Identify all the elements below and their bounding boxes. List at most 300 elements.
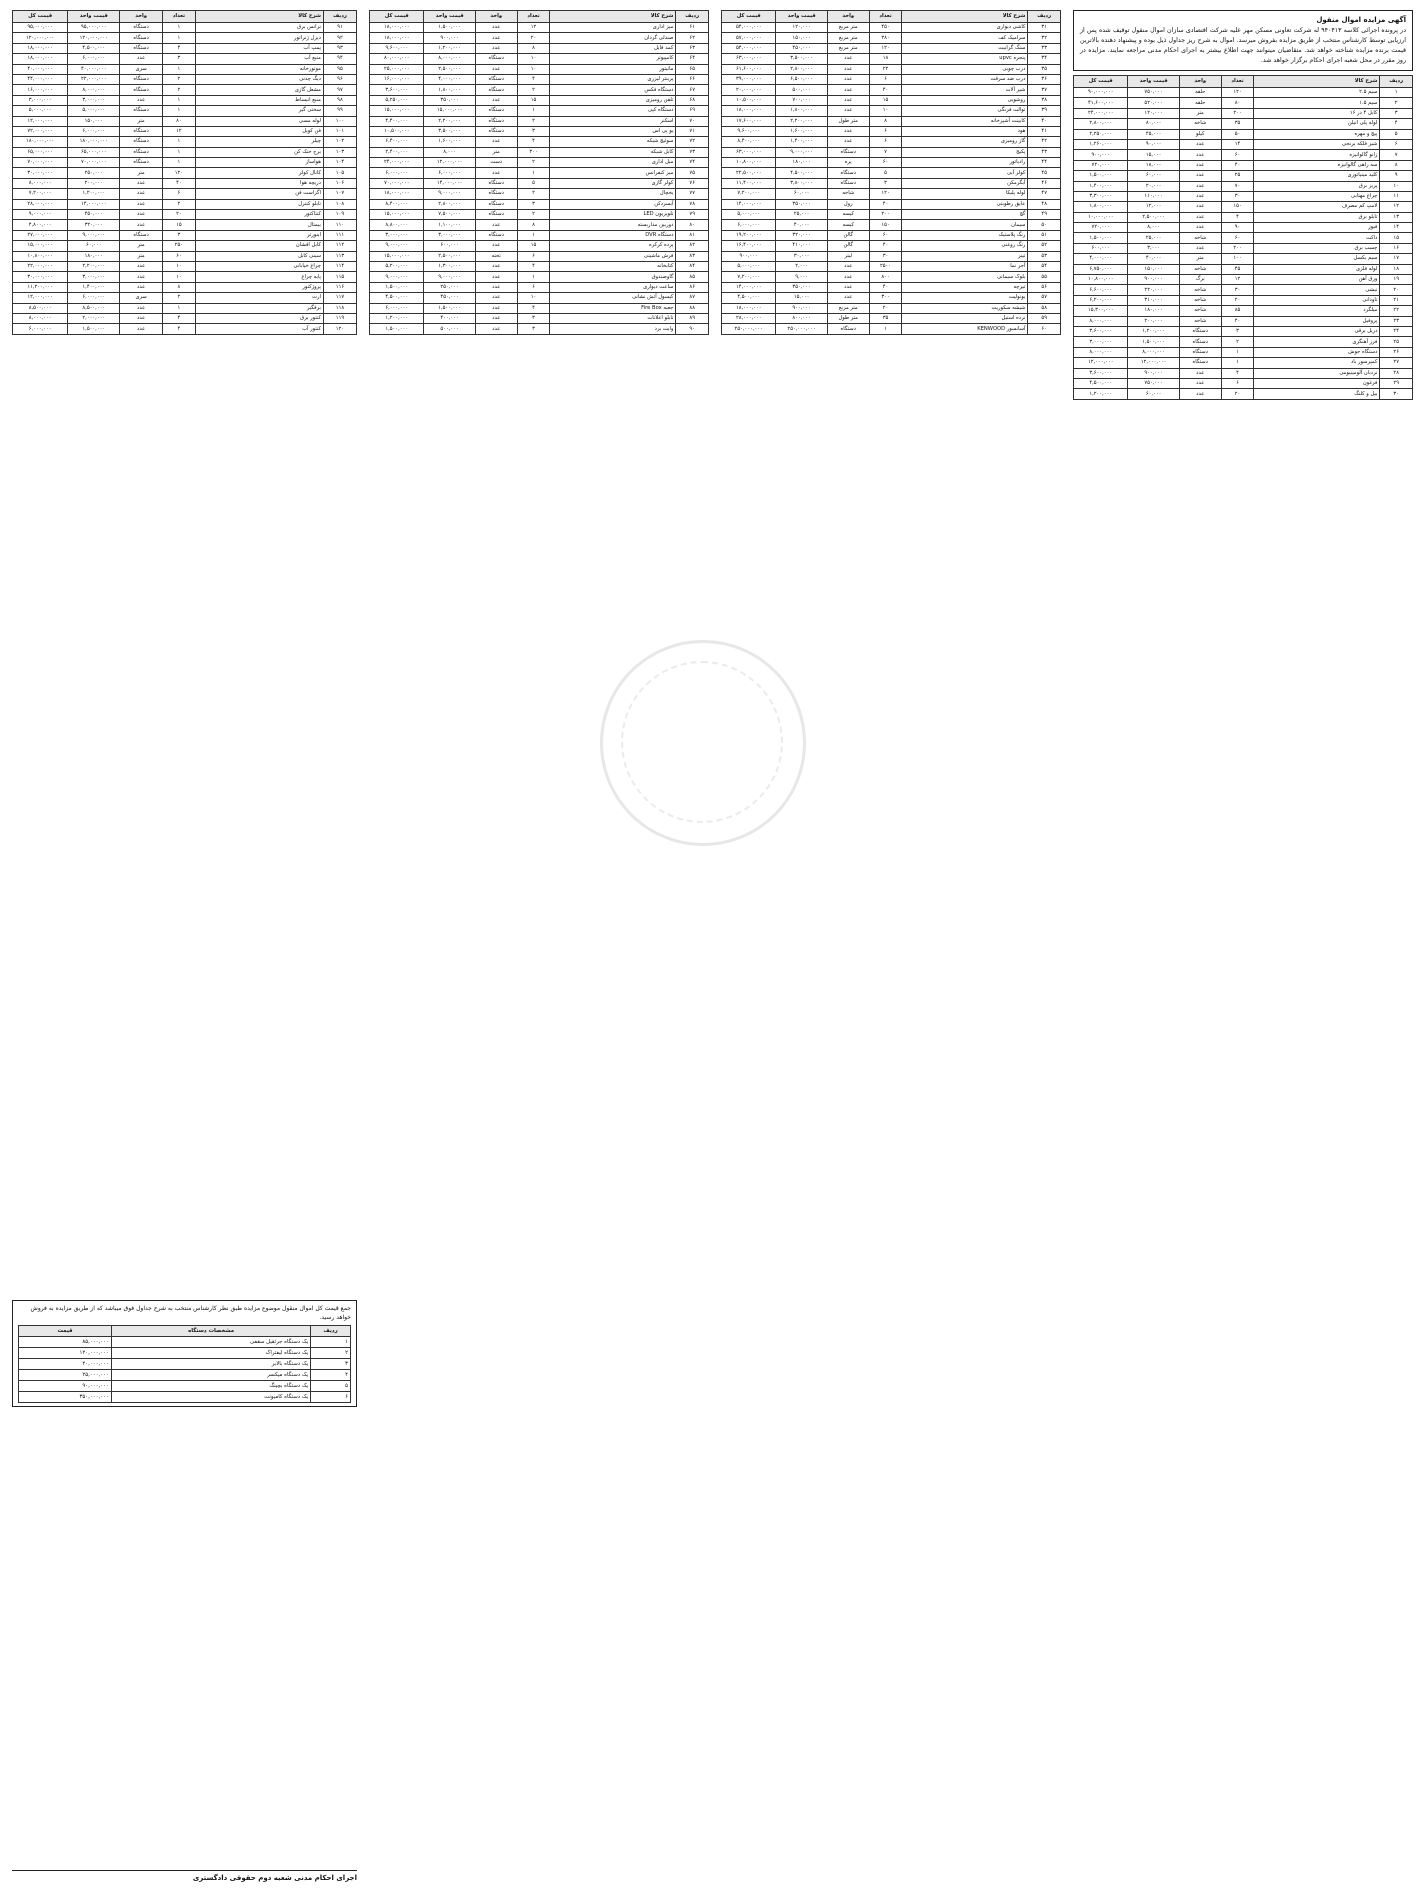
item-unit-price: ۹۰,۰۰۰ [1128, 139, 1179, 149]
item-quantity: ۴۰ [1221, 316, 1254, 326]
item-unit-price: ۱۲,۰۰۰,۰۰۰ [1128, 358, 1179, 368]
item-quantity: ۱۰ [869, 106, 902, 116]
item-quantity: ۴ [162, 43, 195, 53]
item-unit: دستگاه [120, 85, 163, 95]
item-unit-price: ۳۵۰,۰۰۰ [776, 282, 827, 292]
item-total-price: ۱۸,۰۰۰,۰۰۰ [370, 23, 424, 33]
item-description: ورق آهن [1254, 275, 1380, 285]
table-row [1074, 347, 1413, 357]
item-total-price: ۴,۵۰۰,۰۰۰ [722, 293, 776, 303]
item-description: فرغون [1254, 378, 1380, 388]
equipment-header-desc: مشخصات دستگاه [111, 1326, 310, 1337]
header-row: ردیف [1380, 76, 1413, 88]
header-total: قیمت کل [13, 11, 68, 23]
row-number: ۶۱ [676, 23, 709, 33]
row-number: ۷۶ [676, 178, 709, 188]
item-description: کابینت آشپزخانه [902, 116, 1028, 126]
item-unit-price: ۲,۲۰۰,۰۰۰ [424, 116, 475, 126]
item-quantity: ۳۰ [1221, 191, 1254, 201]
row-number: ۱۰۶ [323, 178, 356, 188]
table-row [370, 43, 709, 53]
row-number: ۳ [1380, 108, 1413, 118]
item-unit-price: ۸,۰۰۰,۰۰۰ [1128, 347, 1179, 357]
row-number: ۶۵ [676, 64, 709, 74]
table-row [722, 64, 1061, 74]
item-unit: دستگاه [827, 178, 869, 188]
item-description: کولر آبی [902, 168, 1028, 178]
row-number: ۳۰ [1380, 389, 1413, 399]
item-quantity: ۱۰ [162, 272, 195, 282]
header-row: ردیف [1028, 11, 1061, 23]
row-number: ۵۲ [1028, 241, 1061, 251]
table-row [1074, 337, 1413, 347]
item-total-price: ۹۰,۰۰۰,۰۰۰ [1074, 88, 1128, 98]
item-unit: عدد [120, 178, 163, 188]
item-unit: پره [827, 158, 869, 168]
item-description: منبع انبساط [195, 95, 323, 105]
table-row [1074, 368, 1413, 378]
item-unit-price: ۱,۸۰۰,۰۰۰ [424, 85, 475, 95]
item-unit: عدد [1179, 389, 1221, 399]
table-row [722, 33, 1061, 43]
table-row [1074, 243, 1413, 253]
item-quantity: ۳۰۰ [869, 293, 902, 303]
item-unit: عدد [120, 282, 163, 292]
row-number: ۵۵ [1028, 272, 1061, 282]
item-quantity: ۱ [517, 230, 550, 240]
item-total-price: ۶۳,۰۰۰,۰۰۰ [722, 147, 776, 157]
item-unit: متر طول [827, 116, 869, 126]
item-unit-price: ۲۰۰,۰۰۰ [68, 178, 120, 188]
item-quantity: ۱۵۰ [869, 220, 902, 230]
item-quantity: ۶۰ [869, 230, 902, 240]
table-row [13, 210, 357, 220]
official-stamp-watermark [600, 640, 806, 846]
item-unit-price: ۲,۵۰۰,۰۰۰ [424, 64, 475, 74]
item-unit: متر [120, 168, 163, 178]
item-description: دستگاه کپی [550, 106, 676, 116]
table-row [722, 272, 1061, 282]
item-quantity: ۶ [1221, 378, 1254, 388]
item-unit: دستگاه [120, 230, 163, 240]
item-unit: عدد [475, 313, 517, 323]
item-quantity: ۲۰۰ [1221, 243, 1254, 253]
item-quantity: ۴۵۰ [869, 23, 902, 33]
intro-body: در پرونده اجرائی کلاسه ۹۴۰۴۱۳ له شرکت تعاونی مسکن مهر علیه شرکت اقتصادی سازان اموال منقول توقیف شده پس از ارزیابی توسط کارشناس منتخب از طریق مزایده بفروش میرسد. اموال به شرح ریز جداول ذیل بوده و پیشنهاد دهنده بالاترین قیمت برنده مزایده شناخته خواهد شد. متقاضیان میتوانند جهت اطلاع بیشتر به اجرای احکام مدنی مراجعه نمایند. مزایده در روز مقرر در محل شعبه اجرای احکام برگزار خواهد شد. [1080, 27, 1406, 64]
item-unit: شاخه [1179, 306, 1221, 316]
row-number: ۱۰۰ [323, 116, 356, 126]
item-quantity: ۱۵۰ [1221, 202, 1254, 212]
item-description: صندلی گردان [550, 33, 676, 43]
item-total-price: ۱,۲۶۰,۰۰۰ [1074, 139, 1128, 149]
item-description: لامپ کم مصرف [1254, 202, 1380, 212]
table-row [13, 293, 357, 303]
row-number: ۹۶ [323, 74, 356, 84]
table-row [13, 95, 357, 105]
header-qty: تعداد [162, 11, 195, 23]
item-description: آجر نما [902, 261, 1028, 271]
header-unit: واحد [120, 11, 163, 23]
item-quantity: ۴۰ [869, 241, 902, 251]
header-price: قیمت واحد [1128, 76, 1179, 88]
item-description: یو پی اس [550, 126, 676, 136]
item-quantity: ۳ [517, 313, 550, 323]
item-description: ساعت دیواری [550, 282, 676, 292]
row-number: ۱۰ [1380, 181, 1413, 191]
item-unit: عدد [120, 54, 163, 64]
item-unit-price: ۴۰,۰۰۰ [1128, 254, 1179, 264]
row-number: ۶۲ [676, 33, 709, 43]
item-description: عایق رطوبتی [902, 199, 1028, 209]
item-total-price: ۷۲۰,۰۰۰ [1074, 223, 1128, 233]
item-total-price: ۱۸,۰۰۰,۰۰۰ [370, 189, 424, 199]
item-unit: دستگاه [120, 74, 163, 84]
table-row [722, 324, 1061, 334]
item-quantity: ۹۰ [1221, 223, 1254, 233]
item-unit: عدد [475, 23, 517, 33]
item-quantity: ۱۵ [869, 95, 902, 105]
item-quantity: ۱ [162, 23, 195, 33]
item-description: تینر [902, 251, 1028, 261]
row-number: ۱۰۴ [323, 158, 356, 168]
item-unit: متر [120, 251, 163, 261]
row-number: ۸۰ [676, 220, 709, 230]
item-unit: دستگاه [827, 324, 869, 334]
item-description: برج خنک کن [195, 147, 323, 157]
row-number: ۵۸ [1028, 303, 1061, 313]
row-number: ۱ [1380, 88, 1413, 98]
row-number: ۱۱۲ [323, 241, 356, 251]
item-description: آبسردکن [550, 199, 676, 209]
item-total-price: ۱,۵۰۰,۰۰۰ [1074, 171, 1128, 181]
row-number: ۹۲ [323, 33, 356, 43]
item-quantity: ۱۰ [517, 293, 550, 303]
item-total-price: ۳,۶۰۰,۰۰۰ [1074, 326, 1128, 336]
item-unit: عدد [475, 303, 517, 313]
item-description: بیل و کلنگ [1254, 389, 1380, 399]
item-total-price: ۴,۵۰۰,۰۰۰ [370, 293, 424, 303]
table-row [722, 199, 1061, 209]
item-quantity: ۲۰ [517, 33, 550, 43]
item-unit: دستگاه [120, 43, 163, 53]
item-unit: دستگاه [120, 33, 163, 43]
table-row [13, 54, 357, 64]
item-total-price: ۶,۶۰۰,۰۰۰ [1074, 285, 1128, 295]
table-row [1074, 108, 1413, 118]
item-description: چیلر [195, 137, 323, 147]
item-description: تلفن رومیزی [550, 95, 676, 105]
item-unit-price: ۳,۰۰۰,۰۰۰ [68, 95, 120, 105]
item-total-price: ۱۰,۰۰۰,۰۰۰ [1074, 212, 1128, 222]
item-quantity: ۷ [869, 147, 902, 157]
header-price: قیمت واحد [68, 11, 120, 23]
item-total-price: ۵,۲۰۰,۰۰۰ [370, 261, 424, 271]
equipment-row [19, 1337, 351, 1348]
item-unit: عدد [827, 85, 869, 95]
item-description: روشویی [902, 95, 1028, 105]
item-unit-price: ۱۲۰,۰۰۰,۰۰۰ [68, 33, 120, 43]
item-total-price: ۶۵,۰۰۰,۰۰۰ [13, 147, 68, 157]
item-description: یونولیت [902, 293, 1028, 303]
table-row [1074, 171, 1413, 181]
item-unit: عدد [475, 241, 517, 251]
table-row [13, 126, 357, 136]
row-number: ۱۰۹ [323, 210, 356, 220]
item-total-price: ۸,۴۰۰,۰۰۰ [722, 137, 776, 147]
item-quantity: ۳ [517, 126, 550, 136]
row-number: ۸۱ [676, 230, 709, 240]
item-quantity: ۸ [162, 282, 195, 292]
item-description: پرینتر لیزری [550, 74, 676, 84]
item-unit-price: ۷۰۰,۰۰۰ [776, 95, 827, 105]
table-row [1074, 139, 1413, 149]
item-total-price: ۱۸,۰۰۰,۰۰۰ [722, 106, 776, 116]
item-description: شیشه سکوریت [902, 303, 1028, 313]
equipment-price: ۲۵,۰۰۰,۰۰۰ [19, 1370, 112, 1381]
equipment-row [19, 1359, 351, 1370]
table-row [13, 137, 357, 147]
item-description: پریز برق [1254, 181, 1380, 191]
item-quantity: ۱ [162, 106, 195, 116]
item-total-price: ۹,۶۰۰,۰۰۰ [370, 43, 424, 53]
item-quantity: ۵ [517, 178, 550, 188]
item-unit-price: ۱۵,۰۰۰ [776, 293, 827, 303]
row-number: ۱۱۷ [323, 293, 356, 303]
item-quantity: ۴۰ [869, 199, 902, 209]
item-unit-price: ۱,۵۰۰,۰۰۰ [424, 23, 475, 33]
item-unit: شاخه [1179, 119, 1221, 129]
equipment-price: ۳۵۰,۰۰۰,۰۰۰ [19, 1392, 112, 1403]
item-unit-price: ۹,۰۰۰,۰۰۰ [68, 230, 120, 240]
table-row [13, 230, 357, 240]
item-total-price: ۵۴,۰۰۰,۰۰۰ [722, 23, 776, 33]
row-number: ۸۹ [676, 313, 709, 323]
item-unit-price: ۶۰,۰۰۰ [1128, 171, 1179, 181]
item-unit: دستگاه [475, 199, 517, 209]
item-description: پروژکتور [195, 282, 323, 292]
item-description: گچ [902, 210, 1028, 220]
item-quantity: ۱ [162, 147, 195, 157]
item-description: سوئیچ شبکه [550, 137, 676, 147]
item-unit-price: ۱۵,۰۰۰ [1128, 150, 1179, 160]
header-price: قیمت واحد [776, 11, 827, 23]
row-number: ۵۶ [1028, 282, 1061, 292]
item-total-price: ۱,۵۰۰,۰۰۰ [1074, 233, 1128, 243]
item-description: کنتاکتور [195, 210, 323, 220]
item-description: پنجره upvc [902, 54, 1028, 64]
item-quantity: ۵۰ [1221, 129, 1254, 139]
table-row [370, 137, 709, 147]
item-quantity: ۸ [869, 116, 902, 126]
table-row [370, 95, 709, 105]
row-number: ۸۸ [676, 303, 709, 313]
equipment-row [19, 1370, 351, 1381]
item-description: برقگیر [195, 303, 323, 313]
item-unit-price: ۲,۲۰۰,۰۰۰ [776, 116, 827, 126]
item-unit-price: ۱۴,۰۰۰,۰۰۰ [424, 178, 475, 188]
item-unit: عدد [475, 137, 517, 147]
item-unit-price: ۹۰۰,۰۰۰ [776, 303, 827, 313]
row-number: ۹۳ [323, 43, 356, 53]
item-description: آسانسور KENWOOD [902, 324, 1028, 334]
item-unit-price: ۷۰,۰۰۰,۰۰۰ [68, 158, 120, 168]
item-quantity: ۲ [517, 158, 550, 168]
item-unit-price: ۱۸۰,۰۰۰,۰۰۰ [68, 137, 120, 147]
column-2 [721, 10, 1061, 335]
table-row [370, 85, 709, 95]
item-unit: عدد [120, 95, 163, 105]
item-unit-price: ۶,۵۰۰,۰۰۰ [776, 74, 827, 84]
row-number: ۲۱ [1380, 295, 1413, 305]
table-header-row [370, 11, 709, 23]
item-unit: دست [475, 158, 517, 168]
item-quantity: ۱ [517, 106, 550, 116]
row-number: ۱۱۹ [323, 313, 356, 323]
row-number: ۱۰۳ [323, 147, 356, 157]
item-total-price: ۶,۰۰۰,۰۰۰ [370, 168, 424, 178]
item-quantity: ۸۰ [1221, 98, 1254, 108]
item-total-price: ۶,۰۰۰,۰۰۰ [370, 303, 424, 313]
table-row [370, 313, 709, 323]
table-row [1074, 389, 1413, 399]
item-unit: دستگاه [827, 168, 869, 178]
item-unit: عدد [1179, 171, 1221, 181]
item-quantity: ۲ [162, 293, 195, 303]
row-number: ۴۱ [1028, 126, 1061, 136]
table-row [13, 241, 357, 251]
row-number: ۱۱۶ [323, 282, 356, 292]
item-unit: دستگاه [1179, 326, 1221, 336]
row-number: ۶۴ [676, 54, 709, 64]
table-row [370, 272, 709, 282]
item-description: لوله پلیکا [902, 189, 1028, 199]
table-row [13, 324, 357, 334]
table-row [13, 282, 357, 292]
table-header-row [722, 11, 1061, 23]
row-number: ۸۵ [676, 272, 709, 282]
header-row: ردیف [323, 11, 356, 23]
table-row [370, 54, 709, 64]
table-row [1074, 378, 1413, 388]
item-unit-price: ۷۵۰,۰۰۰ [1128, 88, 1179, 98]
item-quantity: ۴ [517, 137, 550, 147]
row-number: ۲۳ [1380, 316, 1413, 326]
item-description: رنگ پلاستیک [902, 230, 1028, 240]
item-quantity: ۴ [517, 74, 550, 84]
equipment-description: یک دستگاه کامیونت [111, 1392, 310, 1403]
item-total-price: ۱۲,۰۰۰,۰۰۰ [1074, 358, 1128, 368]
item-quantity: ۲۰ [1221, 295, 1254, 305]
item-unit: دستگاه [1179, 358, 1221, 368]
item-description: پرده کرکره [550, 241, 676, 251]
item-unit-price: ۲۰۰,۰۰۰ [1128, 316, 1179, 326]
item-total-price: ۱۸۰,۰۰۰,۰۰۰ [13, 137, 68, 147]
item-description: کنتور آب [195, 324, 323, 334]
row-number: ۸۷ [676, 293, 709, 303]
item-unit-price: ۱,۴۰۰,۰۰۰ [776, 137, 827, 147]
item-unit-price: ۲۵۰,۰۰۰ [424, 282, 475, 292]
item-description: نبشی [1254, 285, 1380, 295]
row-number: ۵۷ [1028, 293, 1061, 303]
item-unit-price: ۶,۰۰۰,۰۰۰ [68, 293, 120, 303]
item-total-price: ۱۶,۰۰۰,۰۰۰ [13, 85, 68, 95]
item-description: آبگرمکن [902, 178, 1028, 188]
item-total-price: ۹۰۰,۰۰۰ [722, 251, 776, 261]
item-description: مبل اداری [550, 158, 676, 168]
item-total-price: ۴,۴۰۰,۰۰۰ [370, 116, 424, 126]
item-quantity: ۲ [162, 74, 195, 84]
item-description: ترانس برق [195, 23, 323, 33]
item-description: لوله فلزی [1254, 264, 1380, 274]
table-row [1074, 295, 1413, 305]
item-unit-price: ۲۲۰,۰۰۰ [1128, 285, 1179, 295]
item-total-price: ۴,۰۰۰,۰۰۰ [1074, 254, 1128, 264]
table-row [370, 116, 709, 126]
item-unit: عدد [475, 293, 517, 303]
table-row [13, 189, 357, 199]
table-row [1074, 202, 1413, 212]
row-number: ۱۰۲ [323, 137, 356, 147]
item-quantity: ۱ [1221, 358, 1254, 368]
row-number: ۴۸ [1028, 199, 1061, 209]
item-quantity: ۱ [162, 33, 195, 43]
row-number: ۷۵ [676, 168, 709, 178]
item-description: شیر فلکه برنجی [1254, 139, 1380, 149]
item-description: سیم ۲.۵ [1254, 88, 1380, 98]
item-unit-price: ۶,۰۰۰,۰۰۰ [424, 168, 475, 178]
item-total-price: ۴۰,۰۰۰,۰۰۰ [13, 64, 68, 74]
table-row [13, 261, 357, 271]
table-row [1074, 358, 1413, 368]
item-unit-price: ۱,۴۰۰,۰۰۰ [68, 282, 120, 292]
item-quantity: ۲ [517, 116, 550, 126]
item-unit-price: ۱۸۰,۰۰۰ [1128, 306, 1179, 316]
table-row [13, 33, 357, 43]
item-unit: تخته [475, 251, 517, 261]
item-unit-price: ۳۵۰,۰۰۰ [424, 95, 475, 105]
item-unit-price: ۱,۶۰۰,۰۰۰ [424, 137, 475, 147]
item-total-price: ۹,۶۰۰,۰۰۰ [722, 126, 776, 136]
item-total-price: ۸,۰۰۰,۰۰۰ [13, 313, 68, 323]
table-header-row [13, 11, 357, 23]
row-number: ۸۳ [676, 251, 709, 261]
item-unit: دستگاه [120, 106, 163, 116]
header-desc: شرح کالا [1254, 76, 1380, 88]
item-unit: شاخه [1179, 233, 1221, 243]
table-row [13, 106, 357, 116]
item-total-price: ۲۲,۵۰۰,۰۰۰ [722, 168, 776, 178]
item-description: گاز رومیزی [902, 137, 1028, 147]
item-quantity: ۱۰۰ [1221, 254, 1254, 264]
item-unit: دستگاه [475, 54, 517, 64]
item-unit-price: ۱۵۰,۰۰۰ [776, 33, 827, 43]
item-quantity: ۶۰ [869, 158, 902, 168]
item-unit: عدد [475, 33, 517, 43]
item-unit-price: ۱۲۰,۰۰۰ [776, 23, 827, 33]
item-description: داکت [1254, 233, 1380, 243]
item-description: بلوک سیمانی [902, 272, 1028, 282]
table-row [722, 74, 1061, 84]
row-number: ۹۰ [676, 324, 709, 334]
row-number: ۱۱۸ [323, 303, 356, 313]
item-total-price: ۷,۲۰۰,۰۰۰ [722, 189, 776, 199]
item-unit: دستگاه [120, 126, 163, 136]
item-quantity: ۱۲۰ [869, 43, 902, 53]
item-unit: عدد [120, 272, 163, 282]
table-row [722, 168, 1061, 178]
item-unit: دستگاه [475, 106, 517, 116]
item-description: لوله پلی اتیلن [1254, 119, 1380, 129]
